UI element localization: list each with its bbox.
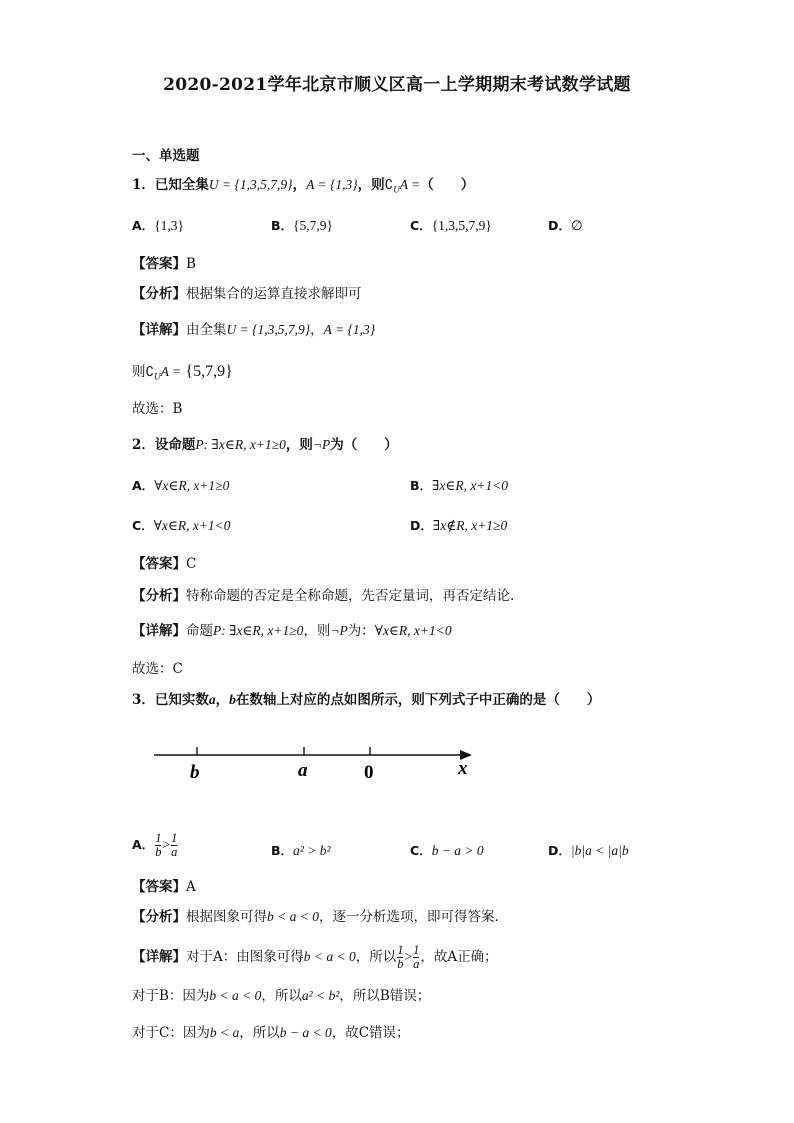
axis-label-x: x (458, 758, 468, 779)
q1-option-c: C．{1,3,5,7,9} (410, 218, 492, 233)
q1-detail-result: 则$∁_UA = \{5,7,9\}$ (132, 363, 233, 382)
q3-option-c: C．b − a > 0 (410, 843, 484, 858)
q3-option-d: D．|b|a < |a|b (548, 843, 629, 858)
axis-label-b: b (190, 762, 200, 783)
q2-analysis: 【分析】特称命题的否定是全称命题，先否定量词，再否定结论. (132, 588, 515, 604)
page-title: 2020-2021学年北京市顺义区高一上学期期末考试数学试题 (163, 75, 631, 95)
q1-option-d: D．∅ (548, 218, 583, 233)
q3-detail-b: 对于B：因为b < a < 0，所以a² < b²，所以B错误； (132, 988, 431, 1004)
q1-option-a: A．{1,3} (132, 218, 185, 233)
q1-analysis: 【分析】根据集合的运算直接求解即可 (132, 286, 362, 302)
q3-detail-a: 【详解】对于A：由图象可得b < a < 0，所以 $\frac{1}{b}$ > $\frac{1}{a}$ ，故A正确； (132, 943, 498, 971)
axis-label-a: a (298, 760, 308, 781)
q2-detail: 【详解】命题P: ∃x∈R, x+1≥0，则¬P为：∀x∈R, x+1<0 (132, 623, 452, 639)
q3-analysis: 【分析】根据图象可得b < a < 0，逐一分析选项，即可得答案. (132, 909, 499, 925)
q1-option-b: B．{5,7,9} (271, 218, 333, 233)
q2-answer: 【答案】C (132, 556, 197, 572)
q3-detail-c: 对于C：因为b < a，所以b − a < 0，故C错误； (132, 1025, 410, 1041)
section-heading: 一、单选题 (132, 148, 200, 164)
q2-option-c: C．∀x∈R, x+1<0 (132, 518, 231, 533)
number-line-figure (150, 738, 480, 788)
q3-answer: 【答案】A (132, 879, 196, 895)
q1-answer: 【答案】B (132, 256, 196, 272)
axis-label-zero: 0 (364, 762, 374, 783)
q2-option-b: B．∃x∈R, x+1<0 (410, 478, 509, 493)
q2-option-d: D．∃x∉R, x+1≥0 (410, 518, 508, 533)
q1-stem: 1．已知全集U = {1,3,5,7,9}，A = {1,3}，则$∁_UA$ =（ ） (132, 177, 475, 195)
q2-option-a: A．∀x∈R, x+1≥0 (132, 478, 230, 493)
q3-option-b: B．a² > b² (271, 843, 331, 858)
q1-choose: 故选：B (132, 401, 183, 417)
q2-choose: 故选：C (132, 661, 183, 677)
q3-stem: 3．已知实数a，b在数轴上对应的点如图所示，则下列式子中正确的是（ ） (132, 692, 601, 708)
q1-detail: 【详解】由全集U = {1,3,5,7,9}，A = {1,3} (132, 322, 376, 338)
q3-option-a: A． $\frac{1}{b}$ > $\frac{1}{a}$ (132, 831, 178, 859)
q2-stem: 2．设命题P: ∃x∈R, x+1≥0，则¬P为（ ） (132, 437, 398, 453)
